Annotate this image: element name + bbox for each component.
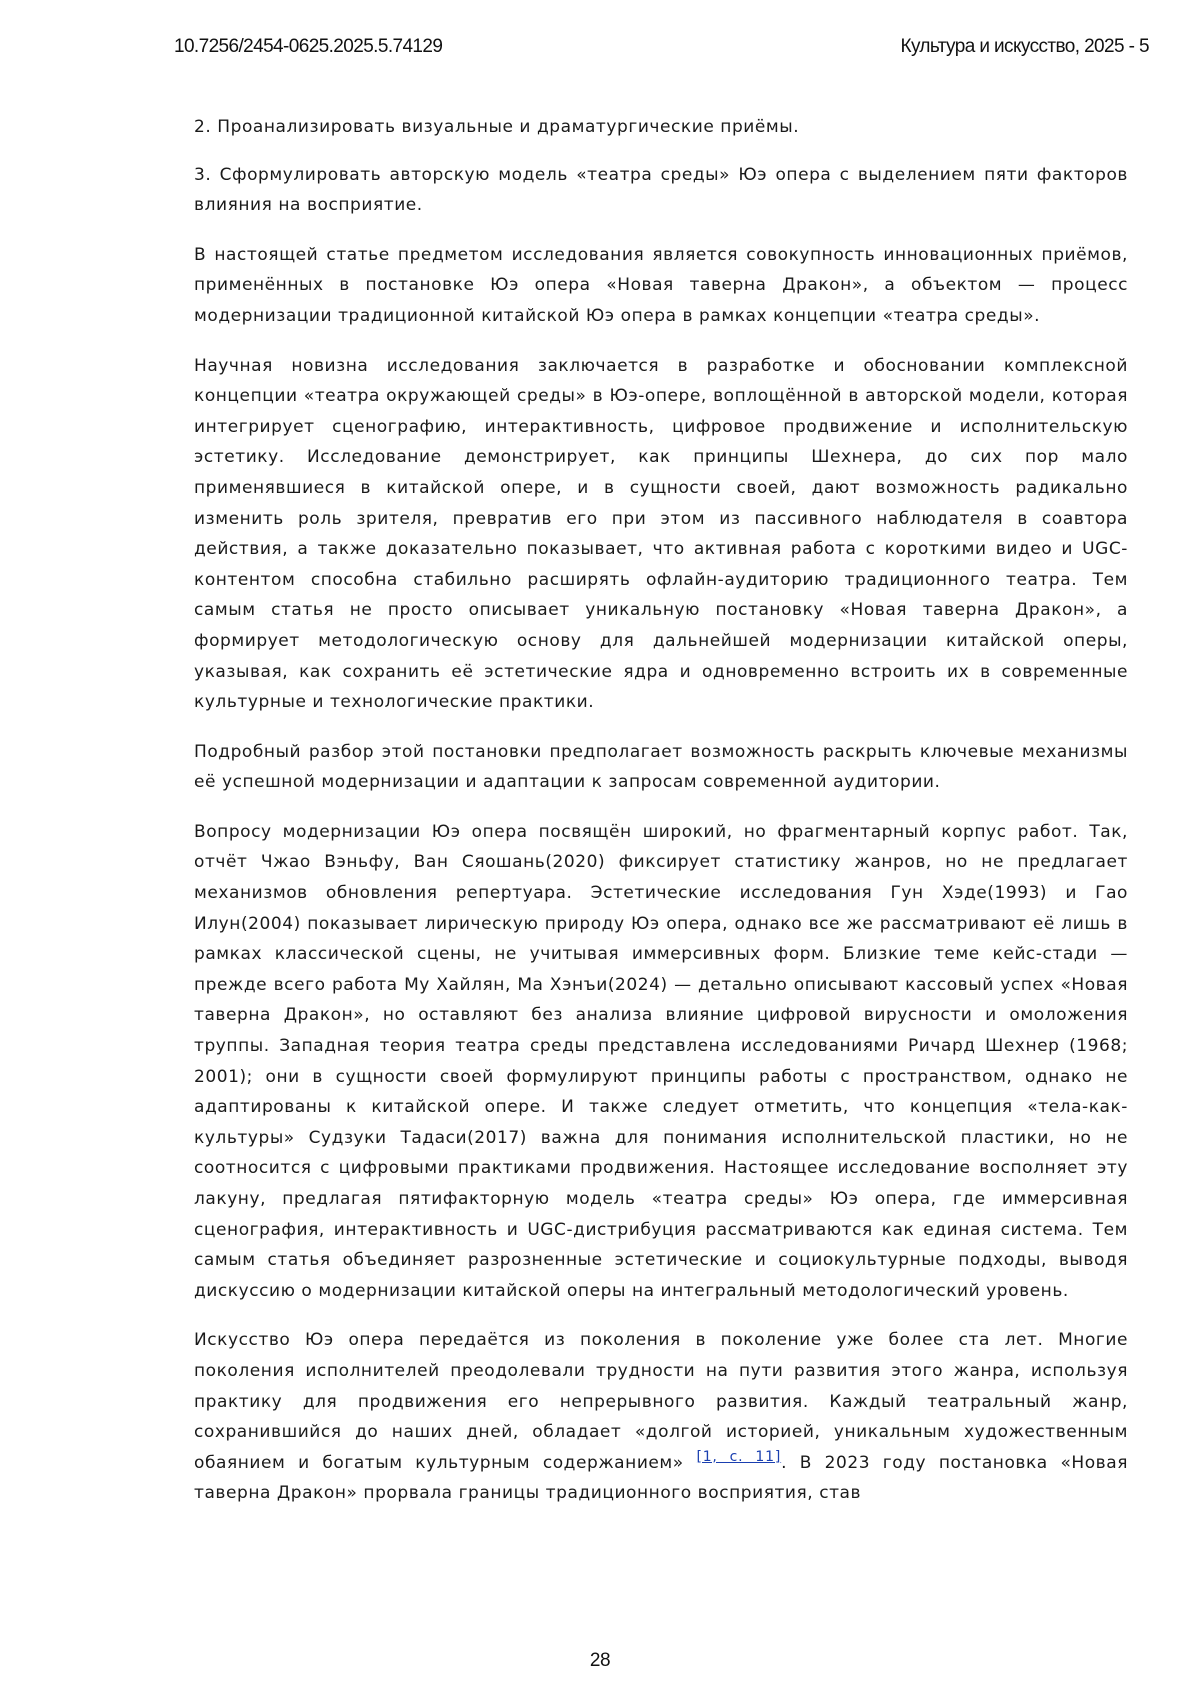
journal-issue-label: Культура и искусство, 2025 - 5 [900, 36, 1149, 57]
page-number: 28 [589, 1650, 611, 1671]
paragraph-task-2: 2. Проанализировать визуальные и драматургические приёмы. [194, 117, 800, 137]
paragraph-history [194, 1325, 1128, 1509]
paragraph-task-3: 3. Сформулировать авторскую модель «театра среды» Юэ опера с выделением пяти факторов влияния на восприятие. [194, 164, 1128, 216]
doi-label: 10.7256/2454-0625.2025.5.74129 [174, 36, 443, 57]
paragraph-literature-review: Вопросу модернизации Юэ опера посвящён широкий, но фрагментарный корпус работ. Так, отчёт Чжао Вэньфу, Ван Сяошань(2020) фиксирует статистику жанров, но не предлагает механизмов обновления репертуара. Эстетические исследования Гун Хэде(1993) и Гао Илун(2004) показывает лирическую природу Юэ опера, однако все же рассматривают её лишь в рамках классической сцены, не учитывая иммерсивных форм. Близкие теме кейс-стади — прежде всего работа Му Хайлян, Ма Хэнъи(2024) — детально описывают кассовый успех «Новая таверна Дракон», но оставляют без анализа влияние цифровой вирусности и омоложения труппы. Западная теория театра среды представлена исследованиями Ричард Шехнер (1968; 2001); они в сущности своей формулируют принципы работы с пространством, однако не адаптированы к китайской опере. И также следует отметить, что концепция «тела-как-культуры» Судзуки Тадаси(2017) важна для понимания исполнительской пластики, но не соотносится с цифровыми практиками продвижения. Настоящее исследование восполняет эту лакуну, предлагая пятифакторную модель «театра среды» Юэ опера, где иммерсивная сценография, интерактивность и UGC-дистрибуция рассматриваются как единая система. Тем самым статья объединяет разрозненные эстетические и социокультурные подходы, выводя дискуссию о модернизации китайской оперы на интегральный методологический уровень. [194, 821, 1128, 1301]
paragraph-novelty: Научная новизна исследования заключается в разработке и обосновании комплексной концепции «театра окружающей среды» в Юэ-опере, воплощённой в авторской модели, которая интегрирует сценографию, интерактивность, цифровое продвижение и исполнительскую эстетику. Исследование демонстрирует, как принципы Шехнера, до сих пор мало применявшиеся в китайской опере, и в сущности своей, дают возможность радикально изменить роль зрителя, превратив его при этом из пассивного наблюдателя в соавтора действия, а также доказательно показывает, что активная работа с короткими видео и UGC-контентом способна стабильно расширять офлайн-аудиторию традиционного театра. Тем самым статья не просто описывает уникальную постановку «Новая таверна Дракон», а формирует методологическую основу для дальнейшей модернизации китайской оперы, указывая, как сохранить её эстетические ядра и одновременно встроить их в современные культурные и технологические практики. [194, 355, 1128, 713]
history-text-start: Искусство Юэ опера передаётся из поколения в поколение уже более ста лет. Многие поколения исполнителей преодолевали трудности на пути развития этого жанра, используя практику для продвижения его непрерывного развития. Каждый театральный жанр, сохранившийся до наших дней, обладает «долгой историей, уникальным художественным обаянием и богатым культурным содержанием» [194, 1330, 1128, 1473]
paragraph-analysis-purpose: Подробный разбор этой постановки предполагает возможность раскрыть ключевые механизмы её успешной модернизации и адаптации к запросам современной аудитории. [194, 741, 1128, 793]
paragraph-subject-object: В настоящей статье предметом исследования является совокупность инновационных приёмов, применённых в постановке Юэ опера «Новая таверна Дракон», а объектом — процесс модернизации традиционной китайской Юэ опера в рамках концепции «театра среды». [194, 244, 1128, 326]
article-body [194, 112, 1128, 1528]
running-head [0, 36, 1200, 60]
history-text-end: . В 2023 году постановка «Новая таверна Дракон» прорвала границы традиционного восприятия, став [194, 1452, 1128, 1504]
citation-link[interactable]: [1, с. 11] [696, 1448, 782, 1465]
